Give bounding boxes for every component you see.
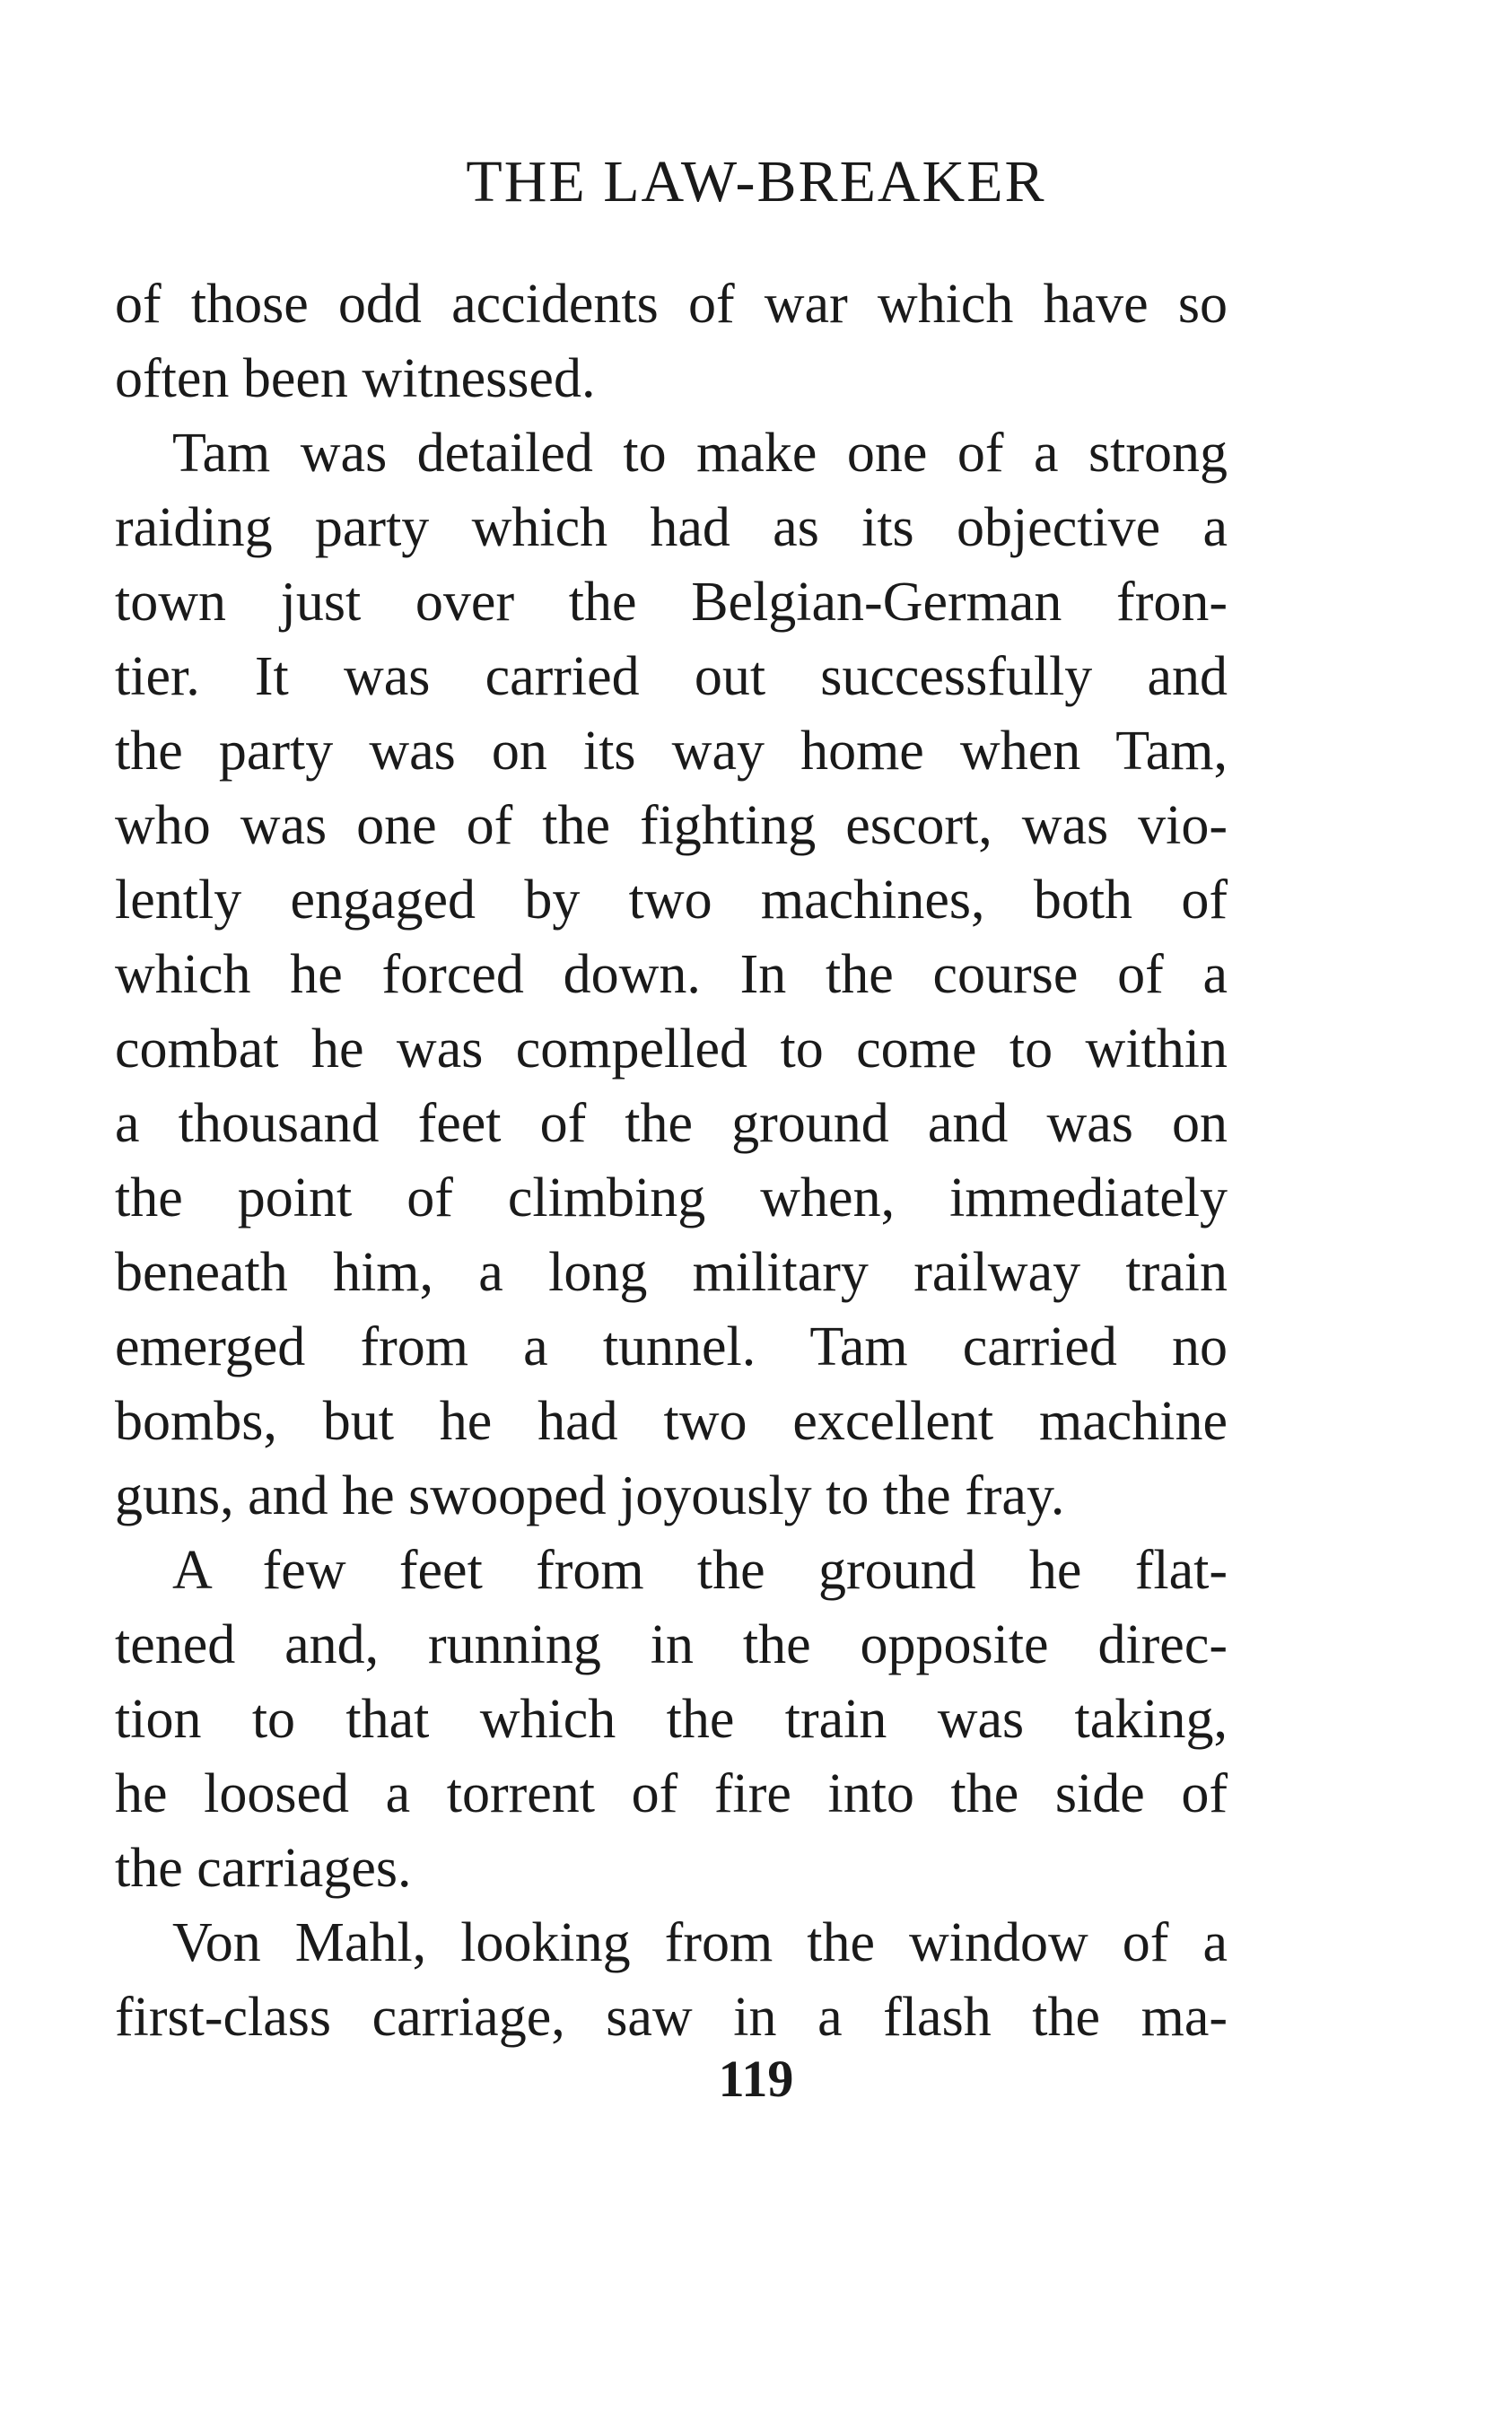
- text-line: raiding party which had as its objective a: [115, 497, 1228, 558]
- text-line: tened and, running in the opposite direc-: [115, 1614, 1228, 1675]
- text-line: beneath him, a long military railway train: [115, 1242, 1228, 1303]
- text-line: Tam was detailed to make one of a strong: [172, 423, 1228, 484]
- body-text: [115, 267, 1228, 2055]
- text-line: bombs, but he had two excellent machine: [115, 1391, 1228, 1452]
- text-line: Von Mahl, looking from the window of a: [172, 1912, 1228, 1973]
- text-line: a thousand feet of the ground and was on: [115, 1093, 1228, 1154]
- text-line: A few feet from the ground he flat-: [172, 1540, 1228, 1601]
- text-line: combat he was compelled to come to within: [115, 1019, 1228, 1080]
- text-line: emerged from a tunnel. Tam carried no: [115, 1316, 1228, 1377]
- text-line: lently engaged by two machines, both of: [115, 870, 1228, 931]
- text-line: guns, and he swooped joyously to the fray.: [115, 1465, 1065, 1526]
- page-number: 119: [718, 2050, 794, 2108]
- text-line: who was one of the fighting escort, was vio-: [115, 795, 1228, 856]
- text-line: town just over the Belgian-German fron-: [115, 572, 1228, 633]
- text-line: of those odd accidents of war which have so: [115, 274, 1228, 335]
- text-line: the party was on its way home when Tam,: [115, 721, 1228, 782]
- text-line: first-class carriage, saw in a flash the ma-: [115, 1987, 1228, 2048]
- text-line: which he forced down. In the course of a: [115, 944, 1228, 1005]
- running-head: THE LAW-BREAKER: [466, 149, 1046, 214]
- text-line: often been witnessed.: [115, 348, 596, 409]
- text-line: he loosed a torrent of fire into the side of: [115, 1763, 1228, 1824]
- text-line: the carriages.: [115, 1838, 412, 1899]
- text-line: tier. It was carried out successfully and: [115, 646, 1228, 707]
- text-line: tion to that which the train was taking,: [115, 1689, 1228, 1750]
- text-line: the point of climbing when, immediately: [115, 1167, 1228, 1228]
